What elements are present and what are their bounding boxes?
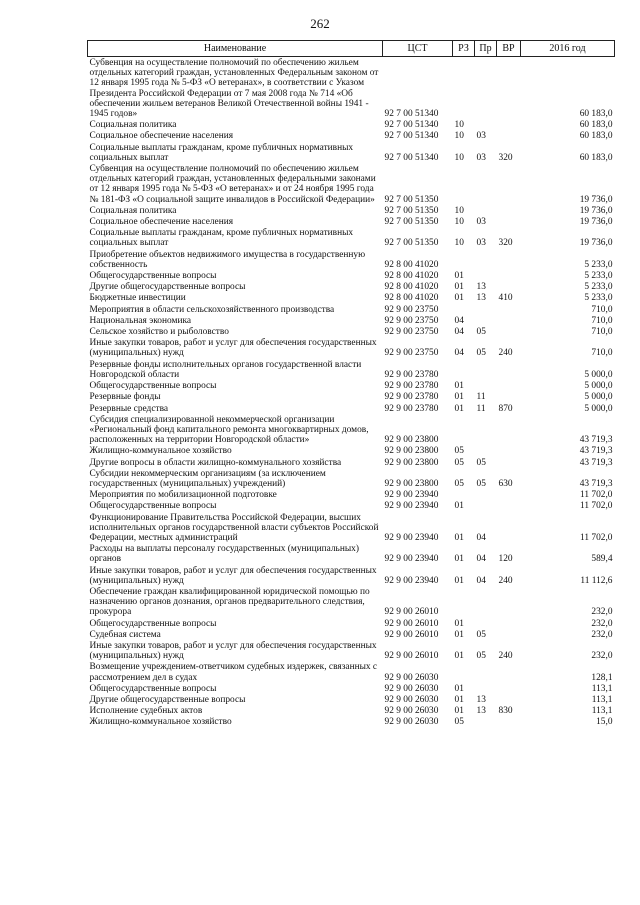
cell-pr: 05	[476, 327, 486, 338]
cell-vr	[497, 163, 521, 205]
cell-vr	[497, 457, 521, 468]
cell-vr	[497, 445, 521, 456]
table-row	[88, 270, 615, 281]
table-row	[88, 391, 615, 402]
cell-rz: 01	[454, 618, 464, 629]
cell-cst: 92 8 00 41020	[384, 293, 439, 304]
table-row	[88, 205, 615, 216]
table-row	[88, 403, 615, 414]
cell-vr	[497, 315, 521, 326]
header-vr: ВР	[497, 41, 521, 57]
cell-pr	[475, 445, 497, 456]
cell-pr	[475, 359, 497, 380]
cell-rz: 05	[454, 457, 464, 468]
table-row	[88, 618, 615, 629]
cell-cst: 92 9 00 23940	[384, 554, 439, 565]
table-row	[88, 468, 615, 489]
cell-vr	[497, 391, 521, 402]
cell-sum: 43 719,3	[579, 435, 613, 446]
table-row	[88, 705, 615, 716]
cell-pr: 13	[476, 706, 486, 717]
cell-cst: 92 9 00 23940	[384, 490, 439, 501]
cell-cst: 92 9 00 23750	[384, 304, 439, 315]
cell-sum: 710,0	[591, 315, 613, 326]
cell-sum: 710,0	[591, 327, 613, 338]
cell-rz: 01	[454, 271, 464, 282]
cell-sum: 11 702,0	[580, 532, 613, 543]
cell-name: Иные закупки товаров, работ и услуг для обеспечения государственных (муниципальных) нужд	[89, 640, 377, 662]
cell-pr	[475, 315, 497, 326]
cell-sum: 11 702,0	[580, 490, 613, 501]
cell-vr	[497, 629, 521, 640]
cell-rz	[453, 359, 475, 380]
cell-sum: 710,0	[591, 304, 613, 315]
cell-sum: 60 183,0	[579, 109, 613, 120]
cell-vr	[497, 119, 521, 130]
cell-sum: 128,1	[591, 672, 613, 683]
header-sum: 2016 год	[521, 41, 615, 57]
cell-vr: 630	[498, 478, 513, 489]
cell-rz: 01	[454, 651, 464, 662]
cell-pr: 13	[476, 694, 486, 705]
cell-cst: 92 9 00 23780	[384, 392, 439, 403]
header-rz: РЗ	[453, 41, 475, 57]
cell-name: Мероприятия по мобилизационной подготовке	[89, 490, 277, 501]
cell-vr	[497, 359, 521, 380]
cell-name: Возмещение учреждением-ответчиком судебных издержек, связанных с рассмотрением дел в судах	[89, 662, 378, 683]
cell-vr	[497, 414, 521, 446]
cell-sum: 589,4	[591, 554, 613, 565]
cell-cst: 92 9 00 23940	[384, 532, 439, 543]
cell-pr: 11	[476, 403, 486, 414]
table-row	[88, 445, 615, 456]
table-row	[88, 489, 615, 500]
cell-name: Судебная система	[89, 629, 161, 640]
cell-pr	[475, 380, 497, 391]
cell-rz: 01	[454, 403, 464, 414]
cell-cst: 92 7 00 51350	[384, 194, 439, 205]
budget-table	[87, 40, 615, 728]
cell-name: Социальные выплаты гражданам, кроме публичных нормативных социальных выплат	[89, 142, 354, 163]
cell-sum: 5 233,0	[584, 282, 613, 293]
cell-name: Социальное обеспечение населения	[89, 217, 234, 228]
table-row	[88, 683, 615, 694]
cell-vr	[497, 586, 521, 618]
cell-name: Субсидии некоммерческим организациям (за исключением государственных (муниципальных) учреждений)	[89, 468, 326, 489]
cell-pr: 13	[476, 293, 486, 304]
cell-sum: 5 233,0	[584, 271, 613, 282]
cell-vr	[497, 249, 521, 270]
cell-rz: 05	[454, 717, 464, 728]
table-row	[88, 543, 615, 564]
cell-cst: 92 8 00 41020	[384, 271, 439, 282]
cell-name: Национальная экономика	[89, 315, 192, 326]
table-row	[88, 281, 615, 292]
cell-name: Социальная политика	[89, 205, 177, 216]
cell-pr	[475, 586, 497, 618]
cell-pr	[475, 683, 497, 694]
cell-vr: 240	[498, 651, 513, 662]
table-body	[88, 57, 615, 728]
cell-cst: 92 9 00 26010	[384, 618, 439, 629]
table-row	[88, 586, 615, 618]
cell-cst: 92 7 00 51340	[384, 152, 439, 163]
cell-vr: 410	[498, 293, 513, 304]
cell-name: Общегосударственные вопросы	[89, 618, 217, 629]
cell-name: Социальное обеспечение населения	[89, 131, 234, 142]
cell-rz	[453, 249, 475, 270]
cell-rz	[453, 586, 475, 618]
cell-cst: 92 9 00 23800	[384, 446, 439, 457]
cell-rz: 10	[454, 205, 464, 216]
cell-sum: 19 736,0	[579, 238, 613, 249]
cell-vr	[497, 661, 521, 682]
cell-name: Обеспечение граждан квалифицированной юридической помощью по назначению органов дознания, органов предварительного следствия, прокурора	[89, 586, 370, 618]
cell-sum: 5 000,0	[584, 392, 613, 403]
cell-cst: 92 7 00 51340	[384, 120, 439, 131]
cell-pr	[475, 163, 497, 205]
cell-sum: 5 000,0	[584, 403, 613, 414]
cell-name: Субвенция на осуществление полномочий по обеспечению жильем отдельных категорий граждан, установленных Федеральным законом от 12 января 1995 года № 5-ФЗ «О ветеранах», в соответствии с Указом Президента Российской Федерации от 7 мая 2008 года № 714 «Об обеспечении жильем ветеранов Великой Отечественной войны 1941 - 1945 годов»	[89, 58, 379, 120]
cell-name: Общегосударственные вопросы	[89, 501, 217, 512]
cell-rz: 01	[454, 629, 464, 640]
cell-name: Иные закупки товаров, работ и услуг для обеспечения государственных (муниципальных) нужд	[89, 338, 377, 359]
cell-vr	[497, 380, 521, 391]
cell-cst: 92 9 00 23750	[384, 348, 439, 359]
cell-pr: 05	[476, 478, 486, 489]
table-row	[88, 130, 615, 141]
cell-pr	[475, 57, 497, 120]
cell-sum: 113,1	[591, 694, 613, 705]
table-row	[88, 380, 615, 391]
cell-name: Мероприятия в области сельскохозяйственного производства	[89, 304, 335, 315]
table-row	[88, 512, 615, 544]
cell-vr	[497, 216, 521, 227]
cell-vr: 240	[498, 348, 513, 359]
cell-sum: 60 183,0	[579, 152, 613, 163]
cell-rz: 05	[454, 446, 464, 457]
cell-pr	[475, 500, 497, 511]
table-header-row	[88, 41, 615, 57]
cell-pr	[475, 249, 497, 270]
cell-name: Субсидия специализированной некоммерческой организации «Региональный фонд капитального ремонта многоквартирных домов, расположенных на территории Новгородской области»	[89, 414, 369, 446]
cell-vr: 320	[498, 238, 513, 249]
cell-vr	[497, 683, 521, 694]
cell-cst: 92 9 00 23800	[384, 457, 439, 468]
cell-cst: 92 7 00 51350	[384, 217, 439, 228]
table-row	[88, 315, 615, 326]
cell-pr	[475, 716, 497, 727]
cell-rz: 01	[454, 381, 464, 392]
table-row	[88, 57, 615, 120]
cell-sum: 710,0	[591, 348, 613, 359]
cell-sum: 60 183,0	[579, 131, 613, 142]
cell-sum: 5 000,0	[584, 369, 613, 380]
cell-vr	[497, 304, 521, 315]
cell-sum: 43 719,3	[579, 478, 613, 489]
cell-pr: 05	[476, 629, 486, 640]
cell-vr	[497, 57, 521, 120]
cell-rz	[453, 661, 475, 682]
cell-rz: 01	[454, 694, 464, 705]
cell-cst: 92 9 00 23940	[384, 575, 439, 586]
cell-pr: 05	[476, 651, 486, 662]
cell-sum: 43 719,3	[579, 446, 613, 457]
cell-name: Общегосударственные вопросы	[89, 381, 217, 392]
cell-cst: 92 9 00 26030	[384, 683, 439, 694]
cell-sum: 19 736,0	[579, 217, 613, 228]
cell-name: Жилищно-коммунальное хозяйство	[89, 717, 232, 728]
cell-sum: 11 702,0	[580, 501, 613, 512]
cell-pr	[475, 119, 497, 130]
cell-rz: 10	[454, 238, 464, 249]
cell-vr	[497, 326, 521, 337]
cell-rz	[453, 163, 475, 205]
cell-cst: 92 7 00 51340	[384, 131, 439, 142]
cell-rz	[453, 489, 475, 500]
cell-cst: 92 9 00 26010	[384, 651, 439, 662]
cell-pr	[475, 661, 497, 682]
cell-cst: 92 8 00 41020	[384, 259, 439, 270]
table-row	[88, 304, 615, 315]
table-row	[88, 694, 615, 705]
cell-cst: 92 9 00 23780	[384, 403, 439, 414]
cell-rz: 10	[454, 120, 464, 131]
cell-rz	[453, 414, 475, 446]
cell-rz	[453, 57, 475, 120]
cell-name: Иные закупки товаров, работ и услуг для обеспечения государственных (муниципальных) нужд	[89, 565, 377, 586]
table-row	[88, 216, 615, 227]
cell-sum: 60 183,0	[579, 120, 613, 131]
cell-vr	[497, 130, 521, 141]
cell-cst: 92 9 00 23750	[384, 315, 439, 326]
cell-rz: 10	[454, 152, 464, 163]
cell-rz: 01	[454, 554, 464, 565]
cell-rz: 01	[454, 532, 464, 543]
header-pr: Пр	[475, 41, 497, 57]
cell-vr: 240	[498, 575, 513, 586]
cell-name: Другие общегосударственные вопросы	[89, 282, 246, 293]
cell-cst: 92 9 00 26010	[384, 629, 439, 640]
cell-name: Субвенция на осуществление полномочий по обеспечению жильем отдельных категорий граждан, установленных федеральными законами от 12 января 1995 года № 5-ФЗ «О ветеранах» и от 24 ноября 1995 года № 181-ФЗ «О социальной защите инвалидов в Российской Федерации»	[89, 164, 376, 205]
cell-vr	[497, 618, 521, 629]
table-row	[88, 500, 615, 511]
cell-vr	[497, 500, 521, 511]
cell-pr: 04	[476, 554, 486, 565]
cell-rz: 01	[454, 683, 464, 694]
cell-vr	[497, 270, 521, 281]
cell-vr: 120	[498, 554, 513, 565]
table-row	[88, 292, 615, 303]
cell-rz: 01	[454, 706, 464, 717]
cell-rz: 01	[454, 575, 464, 586]
table-row	[88, 119, 615, 130]
cell-name: Бюджетные инвестиции	[89, 293, 186, 304]
cell-cst: 92 7 00 51340	[384, 109, 439, 120]
cell-sum: 5 000,0	[584, 381, 613, 392]
cell-pr	[475, 205, 497, 216]
cell-cst: 92 9 00 26010	[384, 607, 439, 618]
table-row	[88, 629, 615, 640]
cell-sum: 43 719,3	[579, 457, 613, 468]
cell-pr: 04	[476, 575, 486, 586]
cell-pr: 11	[476, 392, 486, 403]
cell-rz: 01	[454, 501, 464, 512]
cell-name: Расходы на выплаты персоналу государственных (муниципальных) органов	[89, 544, 359, 565]
cell-rz: 05	[454, 478, 464, 489]
cell-cst: 92 9 00 23800	[384, 435, 439, 446]
table-row	[88, 142, 615, 163]
cell-vr: 870	[498, 403, 513, 414]
cell-cst: 92 9 00 23780	[384, 381, 439, 392]
cell-sum: 11 112,6	[580, 575, 613, 586]
table-row	[88, 249, 615, 270]
page-number: 262	[310, 16, 330, 31]
table-row	[88, 640, 615, 661]
cell-sum: 19 736,0	[579, 205, 613, 216]
table-row	[88, 163, 615, 205]
cell-sum: 113,1	[591, 706, 613, 717]
cell-pr: 03	[476, 217, 486, 228]
cell-pr: 05	[476, 457, 486, 468]
cell-cst: 92 9 00 26030	[384, 694, 439, 705]
table-row	[88, 565, 615, 586]
table-row	[88, 359, 615, 380]
cell-pr	[475, 618, 497, 629]
cell-pr	[475, 270, 497, 281]
cell-vr	[497, 512, 521, 544]
cell-pr: 04	[476, 532, 486, 543]
cell-cst: 92 8 00 41020	[384, 282, 439, 293]
cell-rz: 04	[454, 327, 464, 338]
cell-cst: 92 9 00 26030	[384, 717, 439, 728]
cell-name: Общегосударственные вопросы	[89, 683, 217, 694]
cell-name: Другие общегосударственные вопросы	[89, 694, 246, 705]
table-row	[88, 457, 615, 468]
cell-pr	[475, 304, 497, 315]
cell-vr	[497, 489, 521, 500]
cell-name: Исполнение судебных актов	[89, 706, 203, 717]
cell-pr	[475, 414, 497, 446]
cell-pr: 13	[476, 282, 486, 293]
cell-pr: 03	[476, 152, 486, 163]
cell-sum: 5 233,0	[584, 259, 613, 270]
cell-sum: 113,1	[591, 683, 613, 694]
cell-name: Приобретение объектов недвижимого имущества в государственную собственность	[89, 249, 366, 270]
cell-name: Резервные фонды	[89, 392, 161, 403]
cell-rz: 01	[454, 282, 464, 293]
cell-rz: 04	[454, 315, 464, 326]
cell-cst: 92 9 00 26030	[384, 672, 439, 683]
cell-rz: 01	[454, 293, 464, 304]
cell-name: Социальная политика	[89, 120, 177, 131]
cell-cst: 92 9 00 23780	[384, 369, 439, 380]
cell-rz: 04	[454, 348, 464, 359]
cell-vr	[497, 205, 521, 216]
cell-pr: 05	[476, 348, 486, 359]
cell-rz	[453, 304, 475, 315]
cell-sum: 232,0	[591, 629, 613, 640]
cell-vr	[497, 694, 521, 705]
cell-sum: 232,0	[591, 618, 613, 629]
cell-vr	[497, 716, 521, 727]
table-row	[88, 661, 615, 682]
header-name: Наименование	[88, 41, 383, 57]
table-row	[88, 414, 615, 446]
cell-name: Функционирование Правительства Российской Федерации, высших исполнительных органов государственной власти субъектов Российской Федерации, местных администраций	[89, 512, 379, 543]
cell-sum: 15,0	[596, 717, 613, 728]
cell-name: Резервные фонды исполнительных органов государственной власти Новгородской области	[89, 359, 362, 380]
cell-pr	[475, 489, 497, 500]
cell-name: Общегосударственные вопросы	[89, 271, 217, 282]
cell-name: Социальные выплаты гражданам, кроме публичных нормативных социальных выплат	[89, 228, 354, 249]
cell-pr: 03	[476, 131, 486, 142]
cell-name: Жилищно-коммунальное хозяйство	[89, 446, 232, 457]
cell-name: Другие вопросы в области жилищно-коммунального хозяйства	[89, 457, 342, 468]
cell-vr	[497, 281, 521, 292]
cell-name: Резервные средства	[89, 403, 169, 414]
cell-vr: 830	[498, 706, 513, 717]
cell-rz: 10	[454, 217, 464, 228]
cell-sum: 232,0	[591, 651, 613, 662]
cell-cst: 92 9 00 23940	[384, 501, 439, 512]
cell-vr: 320	[498, 152, 513, 163]
cell-cst: 92 9 00 23800	[384, 478, 439, 489]
cell-cst: 92 9 00 26030	[384, 706, 439, 717]
cell-cst: 92 7 00 51350	[384, 238, 439, 249]
header-cst: ЦСТ	[383, 41, 453, 57]
table-row	[88, 227, 615, 248]
table-row	[88, 326, 615, 337]
cell-rz: 10	[454, 131, 464, 142]
cell-sum: 232,0	[591, 607, 613, 618]
table-row	[88, 716, 615, 727]
cell-cst: 92 9 00 23750	[384, 327, 439, 338]
cell-rz: 01	[454, 392, 464, 403]
cell-sum: 19 736,0	[579, 194, 613, 205]
table-row	[88, 337, 615, 358]
cell-name: Сельское хозяйство и рыболовство	[89, 327, 229, 338]
cell-sum: 5 233,0	[584, 293, 613, 304]
cell-pr: 03	[476, 238, 486, 249]
cell-cst: 92 7 00 51350	[384, 205, 439, 216]
